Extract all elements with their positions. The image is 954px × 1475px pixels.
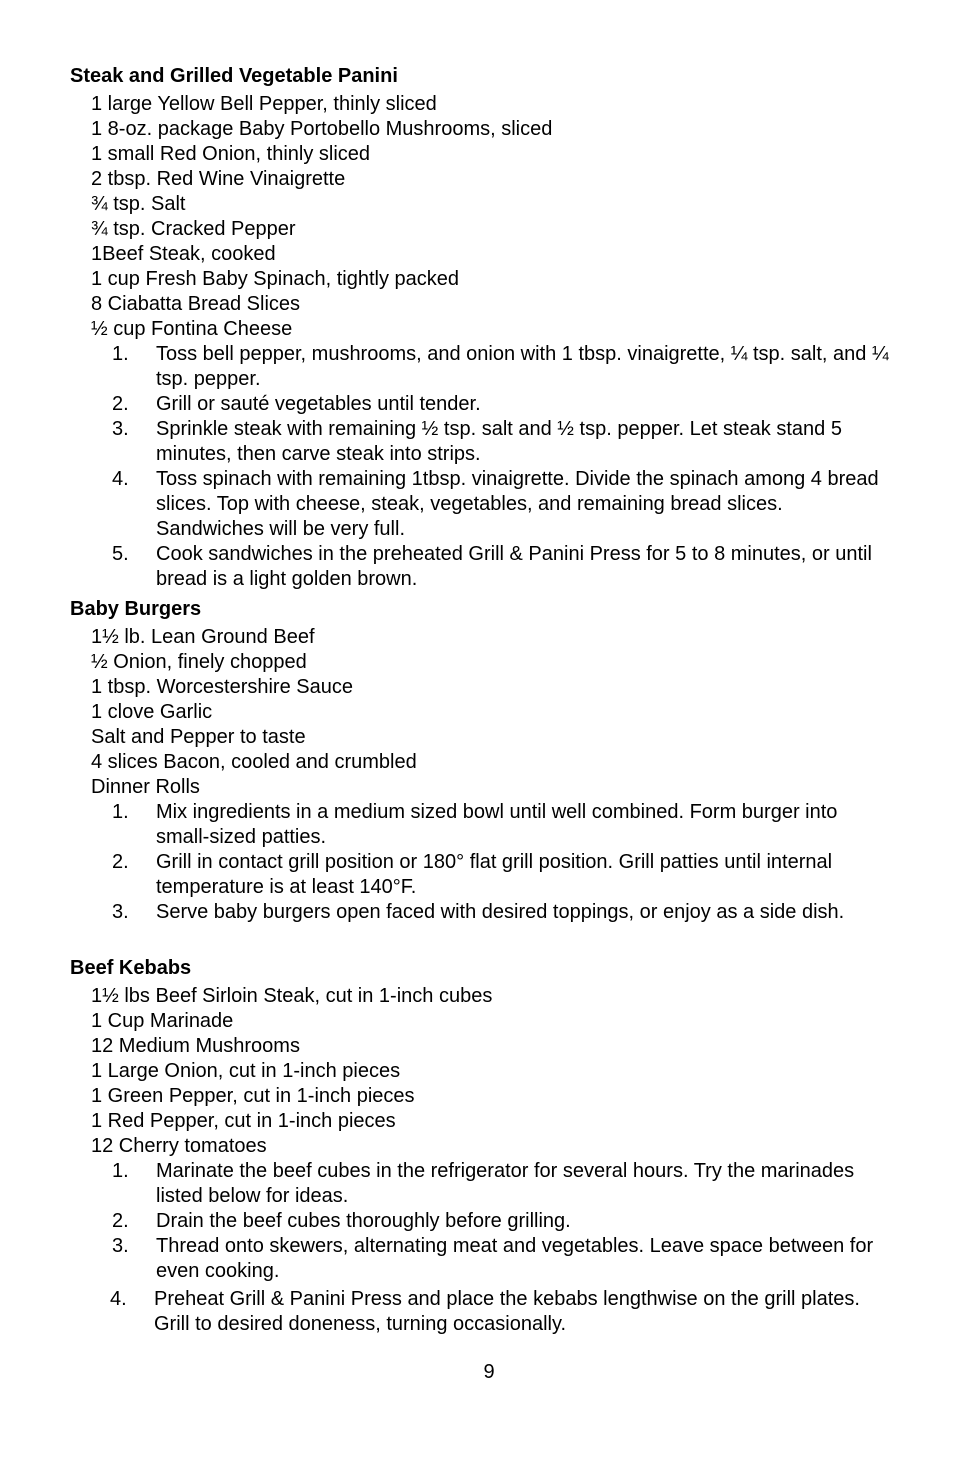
ingredient-item: 1Beef Steak, cooked (91, 243, 276, 265)
step-text: Preheat Grill & Panini Press and place the kebabs lengthwise on the grill plates. Grill to desired doneness, turning occasionally. (154, 1288, 860, 1335)
step-item (70, 542, 900, 592)
ingredient-item: 1 Red Pepper, cut in 1-inch pieces (91, 1110, 396, 1132)
recipe-title: Baby Burgers (70, 598, 202, 620)
step-item (70, 800, 900, 850)
ingredient-item: ½ cup Fontina Cheese (91, 318, 293, 340)
step-item (70, 417, 900, 467)
ingredient-item: 1 clove Garlic (91, 701, 213, 723)
step-text: Cook sandwiches in the preheated Grill & Panini Press for 5 to 8 minutes, or until bread is a light golden brown. (156, 543, 872, 590)
ingredient-item: 12 Cherry tomatoes (91, 1135, 267, 1157)
step-text: Thread onto skewers, alternating meat and vegetables. Leave space between for even cooking. (156, 1235, 874, 1282)
ingredient-item: 4 slices Bacon, cooled and crumbled (91, 751, 417, 773)
ingredient-item: 1 small Red Onion, thinly sliced (91, 143, 371, 165)
step-item (70, 1234, 900, 1284)
step-list (70, 1159, 900, 1337)
step-number: 3. (112, 1235, 129, 1257)
ingredient-list (70, 984, 900, 1159)
ingredient-list (70, 92, 900, 342)
recipe-baby-burgers (70, 597, 900, 925)
step-text: Sprinkle steak with remaining ½ tsp. salt and ½ tsp. pepper. Let steak stand 5 minutes, then carve steak into strips. (156, 418, 842, 465)
ingredient-item: 1 large Yellow Bell Pepper, thinly sliced (91, 93, 437, 115)
step-item (70, 392, 900, 417)
step-text: Toss spinach with remaining 1tbsp. vinaigrette. Divide the spinach among 4 bread slices. Top with cheese, steak, vegetables, and remaining bread slices. Sandwiches will be very full. (156, 468, 879, 540)
step-number: 3. (112, 418, 129, 440)
step-number: 2. (112, 1210, 129, 1232)
step-item (70, 900, 900, 925)
step-text: Grill or sauté vegetables until tender. (156, 393, 481, 415)
step-list (70, 342, 900, 592)
ingredient-item: ¾ tsp. Salt (91, 193, 186, 215)
ingredient-item: 1½ lb. Lean Ground Beef (91, 626, 315, 648)
ingredient-item: 1½ lbs Beef Sirloin Steak, cut in 1-inch cubes (91, 985, 493, 1007)
recipe-beef-kebabs (70, 956, 900, 1337)
ingredient-item: ½ Onion, finely chopped (91, 651, 307, 673)
step-number: 1. (112, 343, 129, 365)
recipe-title: Beef Kebabs (70, 957, 192, 979)
step-number: 5. (112, 543, 129, 565)
ingredient-item: 12 Medium Mushrooms (91, 1035, 300, 1057)
step-item (70, 342, 900, 392)
step-item (70, 1209, 900, 1234)
ingredient-item: 1 Cup Marinade (91, 1010, 234, 1032)
step-number: 4. (110, 1288, 127, 1310)
ingredient-item: 1 tbsp. Worcestershire Sauce (91, 676, 353, 698)
step-text: Toss bell pepper, mushrooms, and onion with 1 tbsp. vinaigrette, ¼ tsp. salt, and ¼ tsp. pepper. (156, 343, 889, 390)
ingredient-item: 1 Large Onion, cut in 1-inch pieces (91, 1060, 401, 1082)
ingredient-item: 2 tbsp. Red Wine Vinaigrette (91, 168, 346, 190)
step-text: Drain the beef cubes thoroughly before grilling. (156, 1210, 571, 1232)
step-item (70, 850, 900, 900)
step-number: 1. (112, 801, 129, 823)
ingredient-item: 1 8-oz. package Baby Portobello Mushrooms, sliced (91, 118, 553, 140)
step-number: 4. (112, 468, 129, 490)
step-number: 2. (112, 393, 129, 415)
ingredient-item: 1 Green Pepper, cut in 1-inch pieces (91, 1085, 415, 1107)
recipe-title: Steak and Grilled Vegetable Panini (70, 65, 398, 87)
step-text: Serve baby burgers open faced with desired toppings, or enjoy as a side dish. (156, 901, 845, 923)
ingredient-list (70, 625, 900, 800)
step-text: Mix ingredients in a medium sized bowl until well combined. Form burger into small-sized patties. (156, 801, 838, 848)
step-number: 2. (112, 851, 129, 873)
recipe-steak-panini (70, 64, 900, 592)
ingredient-item: Dinner Rolls (91, 776, 200, 798)
ingredient-item: ¾ tsp. Cracked Pepper (91, 218, 296, 240)
ingredient-item: 8 Ciabatta Bread Slices (91, 293, 301, 315)
step-item (70, 1287, 900, 1337)
ingredient-item: 1 cup Fresh Baby Spinach, tightly packed (91, 268, 459, 290)
ingredient-item: Salt and Pepper to taste (91, 726, 306, 748)
page-number: 9 (483, 1361, 495, 1383)
step-list (70, 800, 900, 925)
step-text: Marinate the beef cubes in the refrigerator for several hours. Try the marinades listed below for ideas. (156, 1160, 855, 1207)
step-item (70, 1159, 900, 1209)
step-text: Grill in contact grill position or 180° flat grill position. Grill patties until internal temperature is at least 140°F. (156, 851, 833, 898)
step-item (70, 467, 900, 542)
step-number: 3. (112, 901, 129, 923)
step-number: 1. (112, 1160, 129, 1182)
